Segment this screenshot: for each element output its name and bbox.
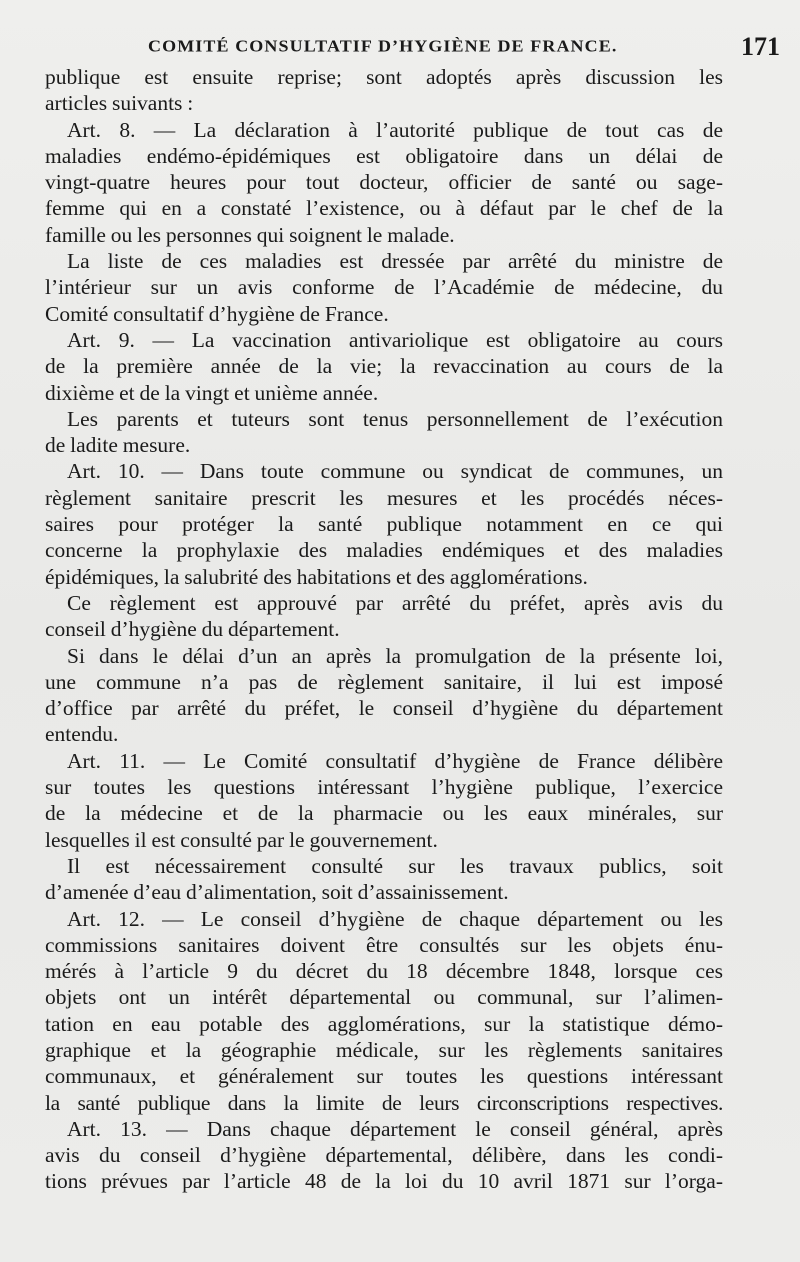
text-line: de la première année de la vie; la revaccination au cours de la: [45, 354, 723, 379]
text-line: la santé publique dans la limite de leurs circonscriptions respectives.: [45, 1090, 723, 1115]
text-line: règlement sanitaire prescrit les mesures et les procédés néces-: [45, 485, 723, 510]
text-line: femme qui en a constaté l’existence, ou à défaut par le chef de la: [45, 196, 723, 221]
text-line: Art. 9. — La vaccination antivariolique est obligatoire au cours: [67, 327, 723, 352]
text-line: Art. 11. — Le Comité consultatif d’hygiène de France délibère: [67, 748, 723, 773]
text-line: d’office par arrêté du préfet, le conseil d’hygiène du département: [45, 696, 723, 721]
text-line: objets ont un intérêt départemental ou communal, sur l’alimen-: [45, 985, 723, 1010]
text-line: épidémiques, la salubrité des habitations et des agglomérations.: [45, 564, 588, 589]
text-line: graphique et la géographie médicale, sur les règlements sanitaires: [45, 1037, 723, 1062]
text-line: mérés à l’article 9 du décret du 18 décembre 1848, lorsque ces: [45, 959, 723, 984]
body-text: [45, 64, 723, 1195]
text-line: entendu.: [45, 722, 119, 747]
text-line: Art. 12. — Le conseil d’hygiène de chaque département ou les: [67, 906, 723, 931]
text-line: publique est ensuite reprise; sont adoptés après discussion les: [45, 65, 723, 89]
text-line: de la médecine et de la pharmacie ou les eaux minérales, sur: [45, 801, 723, 826]
text-line: communaux, et généralement sur toutes les questions intéressant: [45, 1064, 723, 1089]
text-line: Si dans le délai d’un an après la promulgation de la présente loi,: [67, 643, 723, 668]
text-line: de ladite mesure.: [45, 433, 191, 458]
text-line: Art. 10. — Dans toute commune ou syndicat de communes, un: [67, 459, 723, 484]
text-line: lesquelles il est consulté par le gouvernement.: [45, 827, 438, 852]
text-line: maladies endémo-épidémiques est obligatoire dans un délai de: [45, 143, 723, 168]
text-line: avis du conseil d’hygiène départemental, délibère, dans les condi-: [45, 1143, 723, 1168]
text-line: dixième et de la vingt et unième année.: [45, 380, 379, 405]
text-line: Ce règlement est approuvé par arrêté du préfet, après avis du: [67, 590, 723, 615]
text-line: saires pour protéger la santé publique notamment en ce qui: [45, 512, 723, 537]
text-line: sur toutes les questions intéressant l’hygiène publique, l’exercice: [45, 775, 723, 800]
text-line: famille ou les personnes qui soignent le malade.: [45, 222, 455, 247]
text-line: d’amenée d’eau d’alimentation, soit d’assainissement.: [45, 880, 509, 905]
text-line: Art. 8. — La déclaration à l’autorité publique de tout cas de: [67, 117, 723, 142]
text-line: Art. 13. — Dans chaque département le conseil général, après: [67, 1116, 723, 1141]
text-line: Les parents et tuteurs sont tenus personnellement de l’exécution: [67, 406, 723, 431]
text-line: Il est nécessairement consulté sur les travaux publics, soit: [67, 853, 723, 878]
text-line: La liste de ces maladies est dressée par arrêté du ministre de: [67, 249, 723, 274]
text-line: commissions sanitaires doivent être consultés sur les objets énu-: [45, 932, 723, 957]
text-line: tions prévues par l’article 48 de la loi du 10 avril 1871 sur l’orga-: [45, 1169, 723, 1194]
page-number: 171: [741, 32, 780, 61]
text-line: Comité consultatif d’hygiène de France.: [45, 301, 389, 326]
text-line: une commune n’a pas de règlement sanitaire, il lui est imposé: [45, 669, 723, 694]
text-line: l’intérieur sur un avis conforme de l’Académie de médecine, du: [45, 275, 723, 300]
running-head: [60, 34, 800, 60]
text-line: articles suivants :: [45, 91, 194, 116]
running-title: COMITÉ CONSULTATIF D’HYGIÈNE DE FRANCE.: [148, 36, 618, 56]
text-line: concerne la prophylaxie des maladies endémiques et des maladies: [45, 538, 723, 563]
text-line: vingt-quatre heures pour tout docteur, officier de santé ou sage-: [45, 170, 723, 195]
text-line: conseil d’hygiène du département.: [45, 617, 340, 642]
text-line: tation en eau potable des agglomérations, sur la statistique démo-: [45, 1011, 723, 1036]
